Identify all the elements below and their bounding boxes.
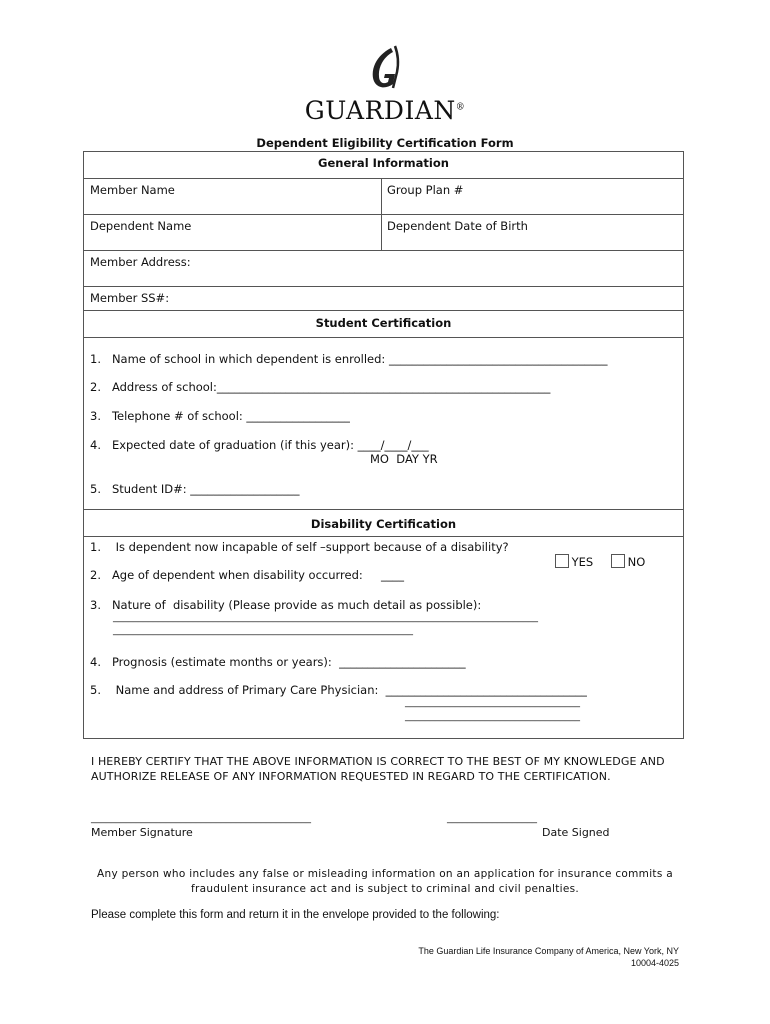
company-address [418, 945, 679, 969]
student-item-school-phone[interactable]: 3. Telephone # of school: __________________ [90, 409, 350, 423]
member-row [84, 179, 683, 215]
disability-q5-line1[interactable]: ___________________________________ [405, 697, 580, 708]
disability-q1: 1. Is dependent now incapable of self –support because of a disability? [90, 540, 509, 554]
disability-q5[interactable]: 5. Name and address of Primary Care Physician: ___________________________________ [90, 683, 587, 697]
yes-label: YES [571, 555, 594, 569]
disability-q3-line2[interactable]: ____________________________________________________________ [113, 625, 413, 636]
student-certification-section [83, 310, 684, 510]
general-heading: General Information [318, 156, 449, 170]
student-heading-row [84, 311, 683, 338]
member-signature-label: Member Signature [91, 826, 193, 839]
general-heading-row [84, 152, 683, 179]
member-address-row [84, 251, 683, 287]
certification-statement: I HEREBY CERTIFY THAT THE ABOVE INFORMATION IS CORRECT TO THE BEST OF MY KNOWLEDGE AND AUTHORIZE RELEASE OF ANY INFORMATION REQUESTED IN REGARD TO THE CERTIFICATION. [91, 755, 665, 783]
disability-q4[interactable]: 4. Prognosis (estimate months or years): ______________________ [90, 655, 466, 669]
student-item-graduation-date[interactable]: 4. Expected date of graduation (if this year): ____/____/___ [90, 438, 429, 452]
group-plan-field[interactable]: Group Plan # [387, 183, 464, 197]
return-instructions: Please complete this form and return it in the envelope provided to the following: [91, 909, 500, 921]
date-signed-label: Date Signed [542, 826, 610, 839]
student-item-student-id[interactable]: 5. Student ID#: ___________________ [90, 482, 300, 496]
no-label: NO [627, 555, 646, 569]
no-checkbox[interactable] [611, 554, 625, 568]
date-format-hint: MO DAY YR [370, 452, 438, 466]
member-ss-row [84, 287, 683, 310]
logo-wordmark: GUARDIAN® [304, 96, 466, 125]
member-ss-field[interactable]: Member SS#: [90, 291, 170, 305]
dependent-row [84, 215, 683, 251]
dependent-name-field[interactable]: Dependent Name [90, 219, 192, 233]
disability-q5-line2[interactable]: ___________________________________ [405, 711, 580, 722]
yes-checkbox[interactable] [555, 554, 569, 568]
form-title: Dependent Eligibility Certification Form [256, 136, 514, 150]
guardian-g-icon [365, 44, 405, 94]
disability-heading: Disability Certification [310, 517, 457, 531]
no-option[interactable] [596, 540, 645, 583]
member-address-field[interactable]: Member Address: [90, 255, 191, 269]
member-signature-line[interactable]: ____________________________________________ [91, 813, 311, 824]
company-name: The Guardian Life Insurance Company of America, New York, NY [418, 946, 679, 956]
disability-q2[interactable]: 2. Age of dependent when disability occurred: ____ [90, 568, 405, 582]
guardian-logo [0, 44, 770, 125]
company-code: 10004-4025 [630, 958, 679, 968]
disability-heading-row [84, 510, 683, 537]
student-item-school-address[interactable]: 2. Address of school:__________________________________________________________ [90, 380, 551, 394]
dependent-dob-field[interactable]: Dependent Date of Birth [387, 219, 528, 233]
date-signed-line[interactable]: __________________ [447, 813, 537, 824]
fraud-warning: Any person who includes any false or misleading information on an application for insurance commits a fraudulent insurance act and is subject to criminal and civil penalties. [97, 868, 673, 895]
general-information-section [83, 151, 684, 311]
disability-q3-line1[interactable]: _____________________________________________________________________________________ [113, 612, 538, 623]
student-item-school-name[interactable]: 1. Name of school in which dependent is enrolled: ______________________________________ [90, 352, 608, 366]
member-name-field[interactable]: Member Name [90, 183, 175, 197]
yes-option[interactable] [540, 540, 593, 583]
disability-certification-section [83, 509, 684, 739]
disability-q3: 3. Nature of disability (Please provide as much detail as possible): [90, 598, 482, 612]
student-heading: Student Certification [315, 316, 452, 330]
